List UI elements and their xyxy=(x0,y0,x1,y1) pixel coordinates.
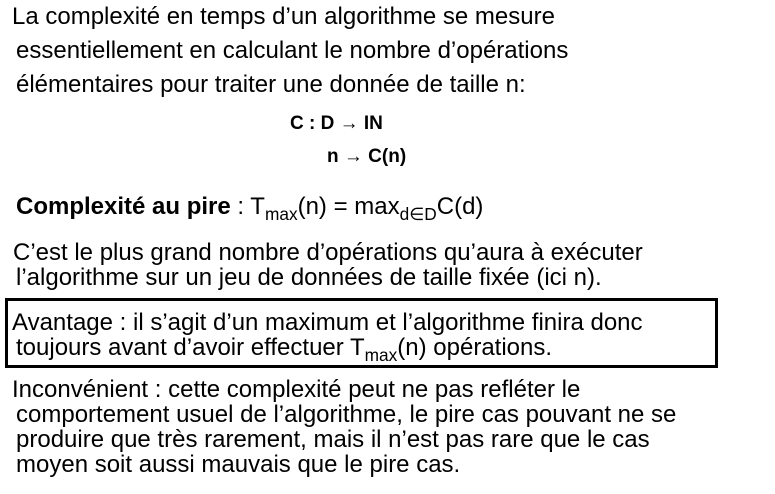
intro-line-1: La complexité en temps d’un algorithme se mesure xyxy=(12,3,555,30)
intro-line-3: élémentaires pour traiter une donnée de taille n: xyxy=(16,71,526,98)
definition-sub-domain: d∈D xyxy=(399,204,437,225)
definition-sep: : T xyxy=(230,193,265,220)
drawback-line-2: comportement usuel de l’algorithme, le pire cas pouvant ne se xyxy=(16,401,677,428)
advantage-line-2-end: (n) opérations. xyxy=(397,334,553,361)
definition-sub-max: max xyxy=(264,204,298,225)
explanation-line-1: C’est le plus grand nombre d’opérations qu’aura à exécuter xyxy=(13,239,643,266)
intro-line-2: essentiellement en calculant le nombre d’opérations xyxy=(16,37,569,64)
definition-mid: (n) = max xyxy=(297,193,400,220)
advantage-line-1: Avantage : il s’agit d’un maximum et l’algorithme finira donc xyxy=(12,309,643,336)
formula-line-1: C : D → IN xyxy=(290,113,383,134)
advantage-line-2-start: toujours avant d’avoir effectuer T xyxy=(16,334,365,361)
drawback-line-1: Inconvénient : cette complexité peut ne pas refléter le xyxy=(12,376,581,403)
explanation-line-2: l’algorithme sur un jeu de données de taille fixée (ici n). xyxy=(16,264,602,291)
formula-line-2: n → C(n) xyxy=(327,146,407,167)
advantage-sub-max: max xyxy=(364,345,398,366)
definition-end: C(d) xyxy=(436,193,484,220)
worst-case-definition xyxy=(16,193,484,225)
definition-term: Complexité au pire xyxy=(16,193,231,220)
advantage-line-2 xyxy=(16,334,553,366)
drawback-line-4: moyen soit aussi mauvais que le pire cas. xyxy=(16,451,461,478)
drawback-line-3: produire que très rarement, mais il n’est pas rare que le cas xyxy=(16,426,650,453)
